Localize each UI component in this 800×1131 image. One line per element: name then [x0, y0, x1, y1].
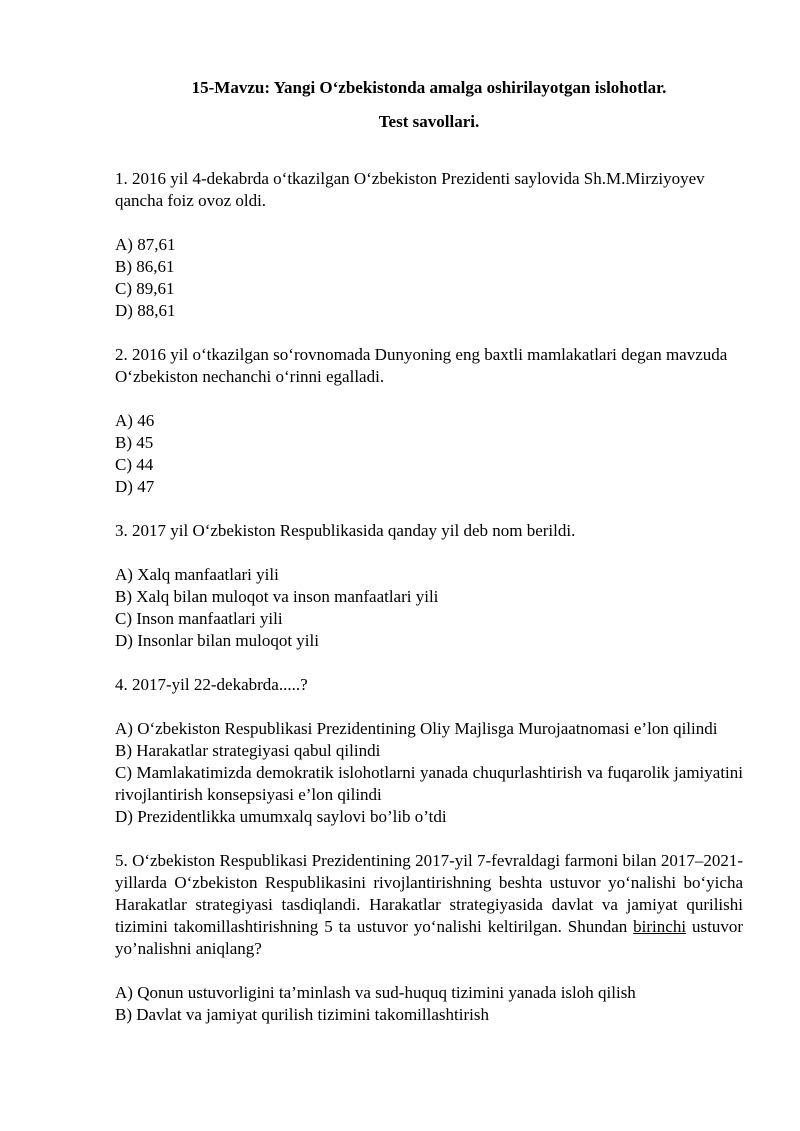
options-list	[115, 564, 743, 652]
question-4	[115, 674, 743, 828]
option-c: C) Inson manfaatlari yili	[115, 609, 283, 628]
option-d: D) 47	[115, 477, 155, 496]
option-b: B) Xalq bilan muloqot va inson manfaatlari yili	[115, 587, 439, 606]
question-text: 2. 2016 yil o‘tkazilgan so‘rovnomada Dunyoning eng baxtli mamlakatlari degan mavzuda O‘zbekiston nechanchi o‘rinni egalladi.	[115, 345, 728, 386]
question-text-part: 5. O‘zbekiston Respublikasi Prezidentining 2017-yil 7-fevraldagi farmoni bilan 2017–2021-yillarda O‘zbekiston Respublikasini rivojlantirishning beshta ustuvor yo‘nalishi bo‘yicha Harakatlar strategiyasi tasdiqlandi. Harakatlar strategiyasida davlat va jamiyat qurilishi tizimini takomillashtirishning 5 ta ustuvor yo‘nalishi keltirilgan. Shundan	[115, 851, 743, 936]
question-1	[115, 168, 743, 322]
document-page	[115, 74, 743, 1026]
options-list	[115, 982, 743, 1026]
option-d: D) Prezidentlikka umumxalq saylovi bo’lib o’tdi	[115, 807, 447, 826]
options-list	[115, 718, 743, 828]
question-text: 4. 2017-yil 22-dekabrda.....?	[115, 675, 308, 694]
question-2	[115, 344, 743, 498]
option-c: C) 44	[115, 455, 154, 474]
options-list	[115, 410, 743, 498]
option-a: A) O‘zbekiston Respublikasi Prezidentining Oliy Majlisga Murojaatnomasi e’lon qilindi	[115, 719, 718, 738]
option-d: D) 88,61	[115, 301, 176, 320]
page-subtitle: Test savollari.	[378, 112, 480, 131]
option-a: A) 87,61	[115, 235, 176, 254]
page-title: 15-Mavzu: Yangi O‘zbekistonda amalga oshirilayotgan islohotlar.	[191, 78, 667, 97]
question-text: 1. 2016 yil 4-dekabrda o‘tkazilgan O‘zbekiston Prezidenti saylovida Sh.M.Mirziyoyev qancha foiz ovoz oldi.	[115, 169, 705, 210]
underlined-word: birinchi	[633, 917, 687, 936]
option-b: B) 86,61	[115, 257, 175, 276]
option-d: D) Insonlar bilan muloqot yili	[115, 631, 319, 650]
option-b: B) Davlat va jamiyat qurilish tizimini takomillashtirish	[115, 1005, 489, 1024]
option-b: B) Harakatlar strategiyasi qabul qilindi	[115, 741, 381, 760]
option-c: C) Mamlakatimizda demokratik islohotlarni yanada chuqurlashtirish va fuqarolik jamiyatini rivojlantirish konsepsiyasi e’lon qilindi	[115, 763, 743, 804]
option-a: A) Xalq manfaatlari yili	[115, 565, 279, 584]
question-text	[115, 850, 743, 960]
question-3	[115, 520, 743, 652]
question-5	[115, 850, 743, 1026]
options-list	[115, 234, 743, 322]
option-c: C) 89,61	[115, 279, 175, 298]
option-a: A) 46	[115, 411, 155, 430]
question-text: 3. 2017 yil O‘zbekiston Respublikasida qanday yil deb nom berildi.	[115, 521, 576, 540]
question-text-part: ustuvor yo’nalishni aniqlang?	[115, 917, 743, 958]
option-a: A) Qonun ustuvorligini ta’minlash va sud-huquq tizimini yanada isloh qilish	[115, 983, 636, 1002]
option-b: B) 45	[115, 433, 154, 452]
